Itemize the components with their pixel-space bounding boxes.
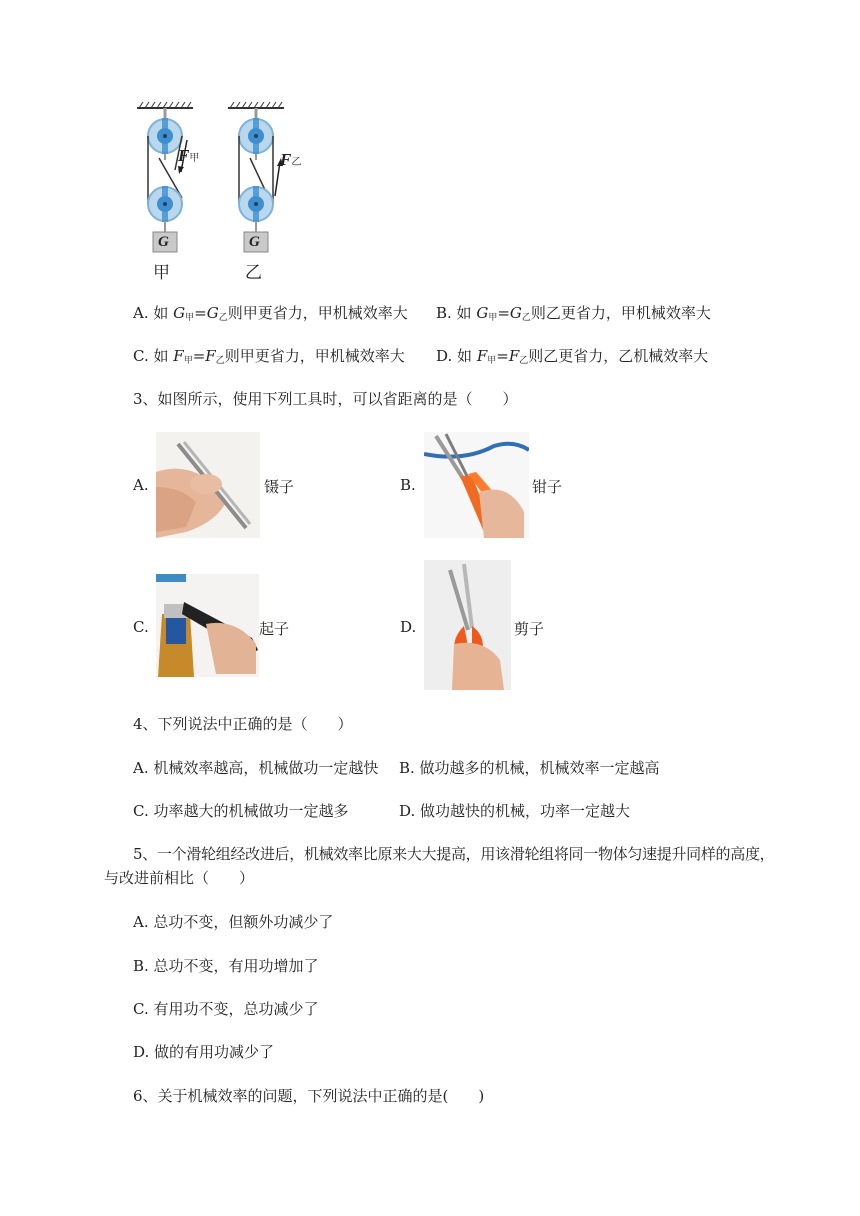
q5-option-d: D. 做的有用功减少了	[133, 1043, 275, 1061]
q2-option-b: B. 如 $G_甲=G_乙$则乙更省力，甲机械效率大	[436, 304, 711, 323]
q3-option-d-label: D.	[400, 618, 417, 636]
right-caption: 乙	[245, 263, 262, 283]
right-ceiling	[228, 102, 284, 108]
right-force-label: F乙	[280, 150, 302, 169]
q3-option-c-text: 起子	[259, 620, 290, 638]
q3-stem: 3、如图所示，使用下列工具时，可以省距离的是（ ）	[133, 390, 518, 408]
q3-option-b-text: 钳子	[532, 478, 563, 496]
q5-stem-line1: 5、一个滑轮组经改进后，机械效率比原来大大提高，用该滑轮组将同一物体匀速提升同样的高度，	[133, 845, 775, 863]
q3-option-b-label: B.	[400, 476, 416, 494]
q4-option-d: D. 做功越快的机械，功率一定越大	[399, 802, 631, 820]
left-caption: 甲	[153, 263, 170, 283]
pulley-figure	[125, 100, 325, 280]
q3-option-d-text: 剪子	[514, 620, 545, 638]
q5-option-a: A. 总功不变，但额外功减少了	[133, 913, 334, 931]
scissors-photo	[424, 560, 511, 690]
q5-option-b: B. 总功不变，有用功增加了	[133, 957, 319, 975]
left-weight-label: G	[158, 234, 169, 250]
q3-option-a-label: A.	[133, 476, 149, 494]
left-pulley-system	[148, 108, 187, 252]
q4-option-a: A. 机械效率越高，机械做功一定越快	[133, 759, 379, 777]
q4-option-c: C. 功率越大的机械做功一定越多	[133, 802, 349, 820]
q3-option-a-text: 镊子	[264, 478, 295, 496]
q2-option-c: C. 如 $F_甲=F_乙$则甲更省力，甲机械效率大	[133, 347, 405, 366]
q4-stem: 4、下列说法中正确的是（ ）	[133, 715, 353, 733]
right-pulley-system	[239, 108, 283, 252]
right-weight-label: G	[249, 234, 260, 250]
q5-stem-line2: 与改进前相比（ ）	[104, 869, 255, 887]
q4-option-b: B. 做功越多的机械，机械效率一定越高	[399, 759, 660, 777]
q2-option-d: D. 如 $F_甲=F_乙$则乙更省力，乙机械效率大	[436, 347, 709, 366]
left-force-label: F甲	[178, 146, 200, 165]
q6-stem: 6、关于机械效率的问题，下列说法中正确的是( )	[133, 1087, 485, 1105]
q5-option-c: C. 有用功不变，总功减少了	[133, 1000, 319, 1018]
bottle-opener-photo	[156, 574, 259, 677]
q3-option-c-label: C.	[133, 618, 149, 636]
tweezers-photo	[156, 432, 260, 538]
pliers-photo	[424, 432, 529, 538]
q2-option-a: A. 如 $G_甲=G_乙$则甲更省力，甲机械效率大	[133, 304, 408, 323]
left-ceiling	[137, 102, 193, 108]
